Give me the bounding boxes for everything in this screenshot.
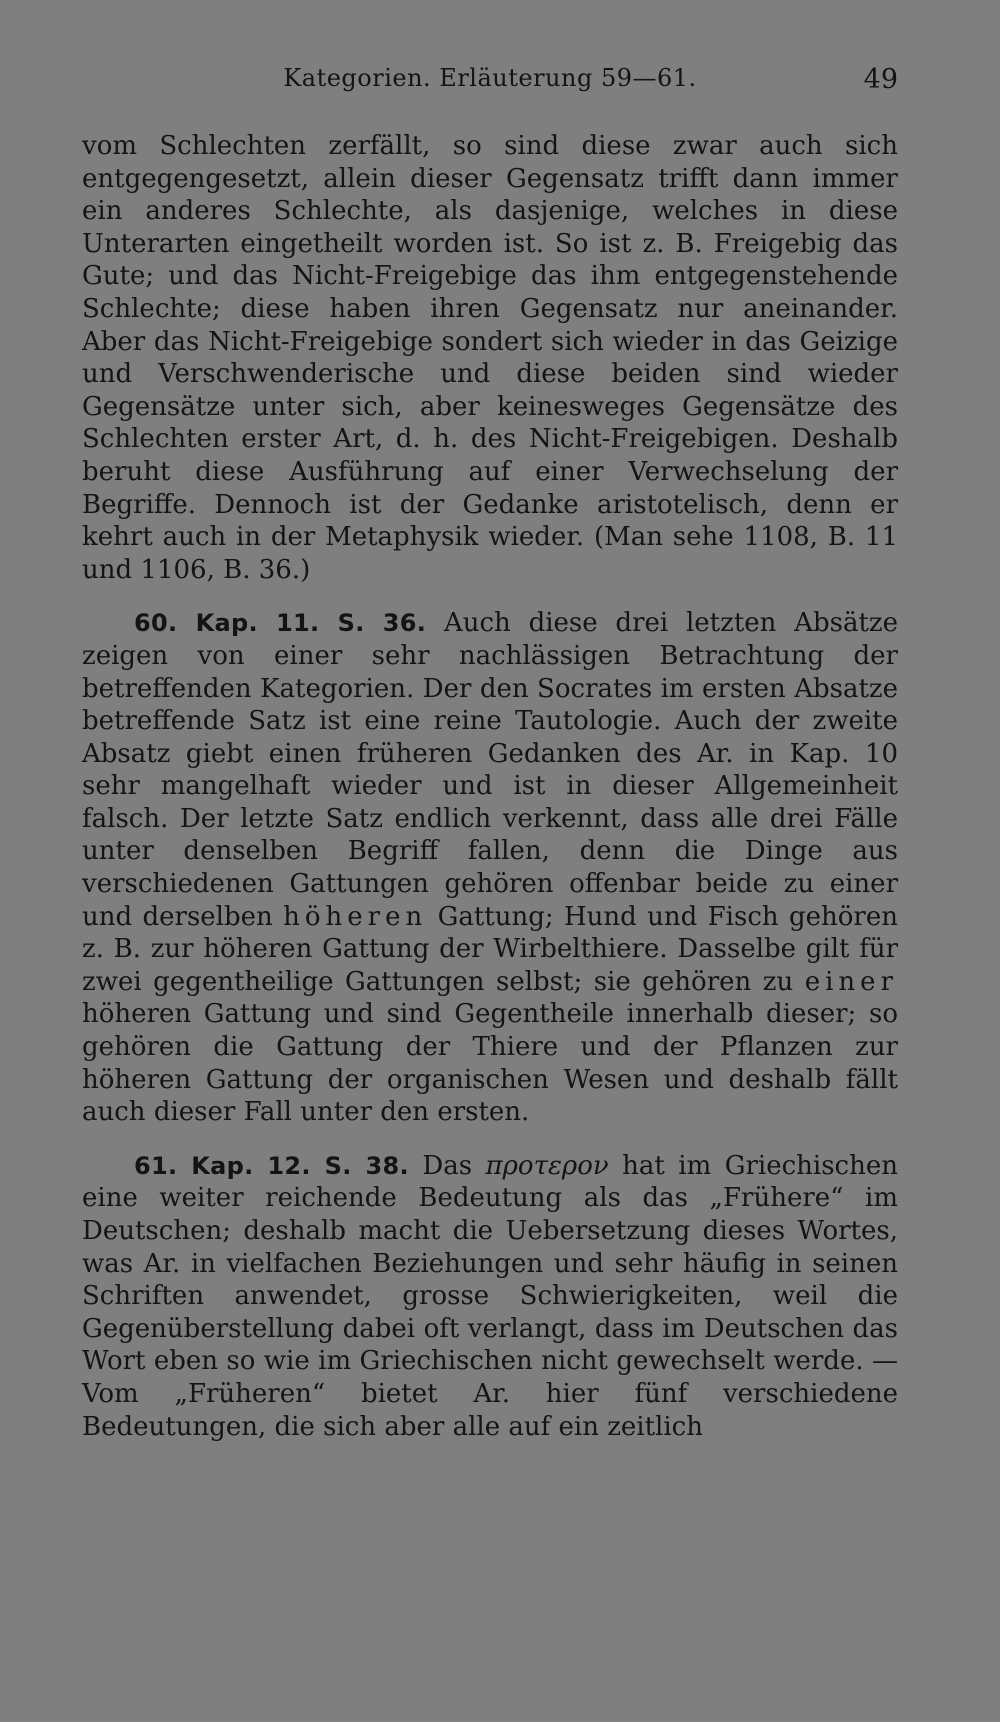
paragraph-continuation: vom Schlechten zerfällt, so sind diese zwar auch sich entgegengesetzt, allein dieser Gegensatz trifft dann immer ein anderes Schlechte, als dasjenige, welches in diese Unterarten eingetheilt worden ist. So ist z. B. Freigebig das Gute; und das Nicht-Freigebige das ihm entgegenstehende Schlechte; diese haben ihren Gegensatz nur aneinander. Aber das Nicht-Freigebige sondert sich wieder in das Geizige und Verschwenderische und diese beiden sind wieder Gegensätze unter sich, aber keinesweges Gegensätze des Schlechten erster Art, d. h. des Nicht-Freigebigen. Deshalb beruht diese Ausführung auf einer Verwechselung der Begriffe. Dennoch ist der Gedanke aristotelisch, denn er kehrt auch in der Metaphysik wieder. (Man sehe 1108, B. 11 und 1106, B. 36.) bbox=[82, 131, 898, 585]
note-61-text-part-2: hat im Griechischen eine weiter reichende Bedeutung als das „Frühere“ im Deutschen; deshalb macht die Uebersetzung dieses Wortes, was Ar. in vielfachen Beziehungen und sehr häufig in seinen Schriften anwendet, grosse Schwierigkeiten, weil die Gegenüberstellung dabei oft verlangt, dass im Deutschen das Wort eben so wie im Griechischen nicht gewechselt werde. — Vom „Früheren“ bietet Ar. hier fünf verschiedene Bedeutungen, die sich aber alle auf ein zeitlich bbox=[82, 1150, 898, 1442]
page-number: 49 bbox=[863, 64, 898, 95]
note-60-text-part-1: Auch diese drei letzten Absätze zeigen von einer sehr nachlässigen Betrachtung der betreffenden Kategorien. Der den Socrates im ersten Absatze betreffende Satz ist eine reine Tautologie. Auch der zweite Absatz giebt einen früheren Gedanken des Ar. in Kap. 10 sehr mangelhaft wieder und ist in dieser Allgemeinheit falsch. Der letzte Satz endlich verkennt, dass alle drei Fälle unter denselben Begriff fallen, denn die Dinge aus verschiedenen Gattungen gehören offenbar beide zu einer und derselben bbox=[82, 608, 898, 932]
note-61-label: 61. Kap. 12. S. 38. bbox=[134, 1151, 409, 1180]
note-60-label: 60. Kap. 11. S. 36. bbox=[134, 609, 427, 638]
paragraph-note-60 bbox=[82, 607, 898, 1129]
running-head: Kategorien. Erläuterung 59—61. bbox=[283, 64, 697, 92]
note-60-text-part-3: höheren Gattung und sind Gegentheile innerhalb dieser; so gehören die Gattung der Thiere und der Pflanzen zur höheren Gattung der organischen Wesen und deshalb fällt auch dieser Fall unter den ersten. bbox=[82, 999, 898, 1128]
note-60-text-part-2: Gattung; Hund und Fisch gehören z. B. zur höheren Gattung der Wirbelthiere. Dasselbe gilt für zwei gegentheilige Gattungen selbst; sie gehören zu bbox=[82, 901, 898, 997]
note-61-greek-word: πρoτερoν bbox=[485, 1150, 609, 1181]
note-60-emphasis-einer: einer bbox=[804, 966, 898, 997]
paragraph-note-61 bbox=[82, 1150, 898, 1443]
page-header bbox=[82, 64, 898, 104]
note-61-text-part-1: Das bbox=[408, 1150, 486, 1181]
body-text bbox=[82, 130, 898, 1443]
note-60-emphasis-hoheren: höheren bbox=[283, 901, 428, 932]
